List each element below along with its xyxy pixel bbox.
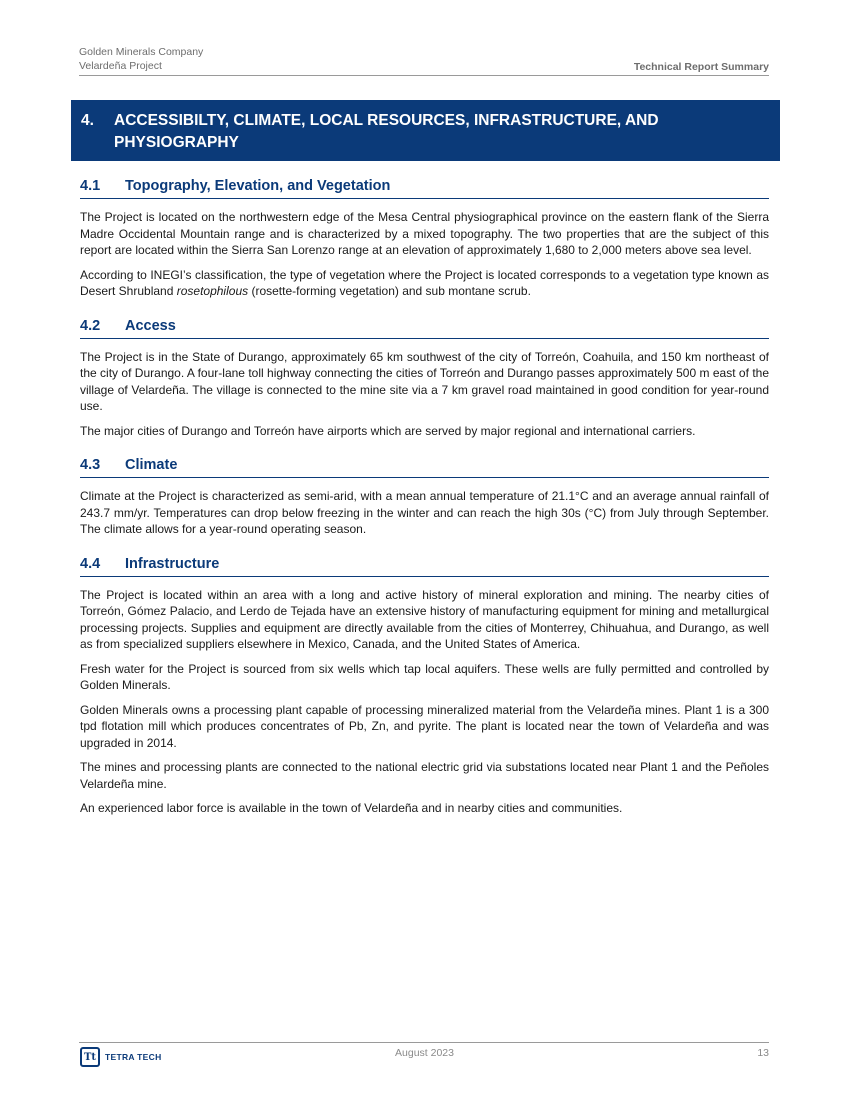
section-title: Climate <box>125 457 178 473</box>
paragraph: The Project is in the State of Durango, approximately 65 km southwest of the city of Torreón, Coahuila, and 150 km northeast of the city of Durango. A four-lane toll highway connecting the cities of Torreón and Durango passes approximately 500 m east of the village of Velardeña. The village is connected to the mine site via a 7 km gravel road maintained in good condition for year-round use. <box>80 349 769 413</box>
paragraph: The mines and processing plants are connected to the national electric grid via substations located near Plant 1 and the Peñoles Velardeña mine. <box>80 760 769 791</box>
paragraph: Climate at the Project is characterized as semi-arid, with a mean annual temperature of 21.1°C and an average annual rainfall of 243.7 mm/yr. Temperatures can drop below freezing in the winter and can reach the high 30s (°C) from July through September. The climate allows for a year-round operating season. <box>80 489 769 536</box>
chapter-number: 4. <box>81 112 94 129</box>
section-heading <box>80 554 769 577</box>
chapter-banner <box>71 100 780 161</box>
chapter-title: ACCESSIBILTY, CLIMATE, LOCAL RESOURCES, INFRASTRUCTURE, AND PHYSIOGRAPHY <box>114 112 659 151</box>
tt-logo-icon: Tt <box>80 1047 100 1067</box>
italic-term: rosetophilous <box>176 284 249 298</box>
paragraph-text: According to INEGI’s classification, the type of vegetation where the Project is located corresponds to a vegetation type known as Desert Shrubland <box>80 267 769 298</box>
paragraph: The Project is located on the northwestern edge of the Mesa Central physiographical province on the eastern flank of the Sierra Madre Occidental Mountain range and is characterized by a mixed topography. The two properties that are the subject of this report are located within the Sierra San Lorenzo range at an elevation of approximately 1,680 to 2,000 meters above sea level. <box>80 210 769 257</box>
paragraph: The Project is located within an area with a long and active history of mineral exploration and mining. The nearby cities of Torreón, Gómez Palacio, and Lerdo de Tejada have an extensive history of manufacturing equipment for mining and metallurgical processing projects. Supplies and equipment are directly available from the cities of Monterrey, Chihuahua, and Durango, as well as from specialized suppliers elsewhere in Mexico, Canada, and the United States of America. <box>80 587 769 651</box>
section-title: Topography, Elevation, and Vegetation <box>125 178 391 194</box>
report-type: Technical Report Summary <box>633 61 769 73</box>
project-name: Velardeña Project <box>79 60 162 72</box>
paragraph: Fresh water for the Project is sourced from six wells which tap local aquifers. These wells are fully permitted and controlled by Golden Minerals. <box>80 661 769 692</box>
section-number: 4.4 <box>80 555 101 572</box>
section-heading <box>80 455 769 478</box>
paragraph: Golden Minerals owns a processing plant capable of processing mineralized material from the Velardeña mines. Plant 1 is a 300 tpd flotation mill which produces concentrates of Pb, Zn, and pyrite. The plant is located near the town of Velardeña and was upgraded in 2014. <box>80 702 769 750</box>
page-number: 13 <box>757 1047 769 1059</box>
paragraph: An experienced labor force is available in the town of Velardeña and in nearby cities and communities. <box>80 801 623 815</box>
paragraph: The major cities of Durango and Torreón have airports which are served by major regional and international carriers. <box>80 423 696 438</box>
paragraph-text: (rosette-forming vegetation) and sub montane scrub. <box>248 284 531 298</box>
body-content <box>80 176 769 825</box>
section-title: Access <box>125 317 176 334</box>
section-access <box>80 316 769 440</box>
section-number: 4.3 <box>80 457 101 473</box>
footer-date: August 2023 <box>395 1047 454 1059</box>
running-header-left <box>79 45 203 73</box>
section-infrastructure <box>80 554 769 817</box>
company-name: Golden Minerals Company <box>79 46 204 58</box>
header-rule <box>79 75 769 76</box>
footer-rule <box>79 1042 769 1043</box>
section-topography <box>80 176 769 300</box>
logo-wordmark: TETRA TECH <box>105 1052 162 1062</box>
section-number: 4.2 <box>80 317 101 334</box>
section-title: Infrastructure <box>125 555 220 572</box>
section-number: 4.1 <box>80 178 101 194</box>
paragraph <box>80 267 769 300</box>
section-heading <box>80 176 769 199</box>
section-climate <box>80 455 769 538</box>
section-heading <box>80 316 769 339</box>
